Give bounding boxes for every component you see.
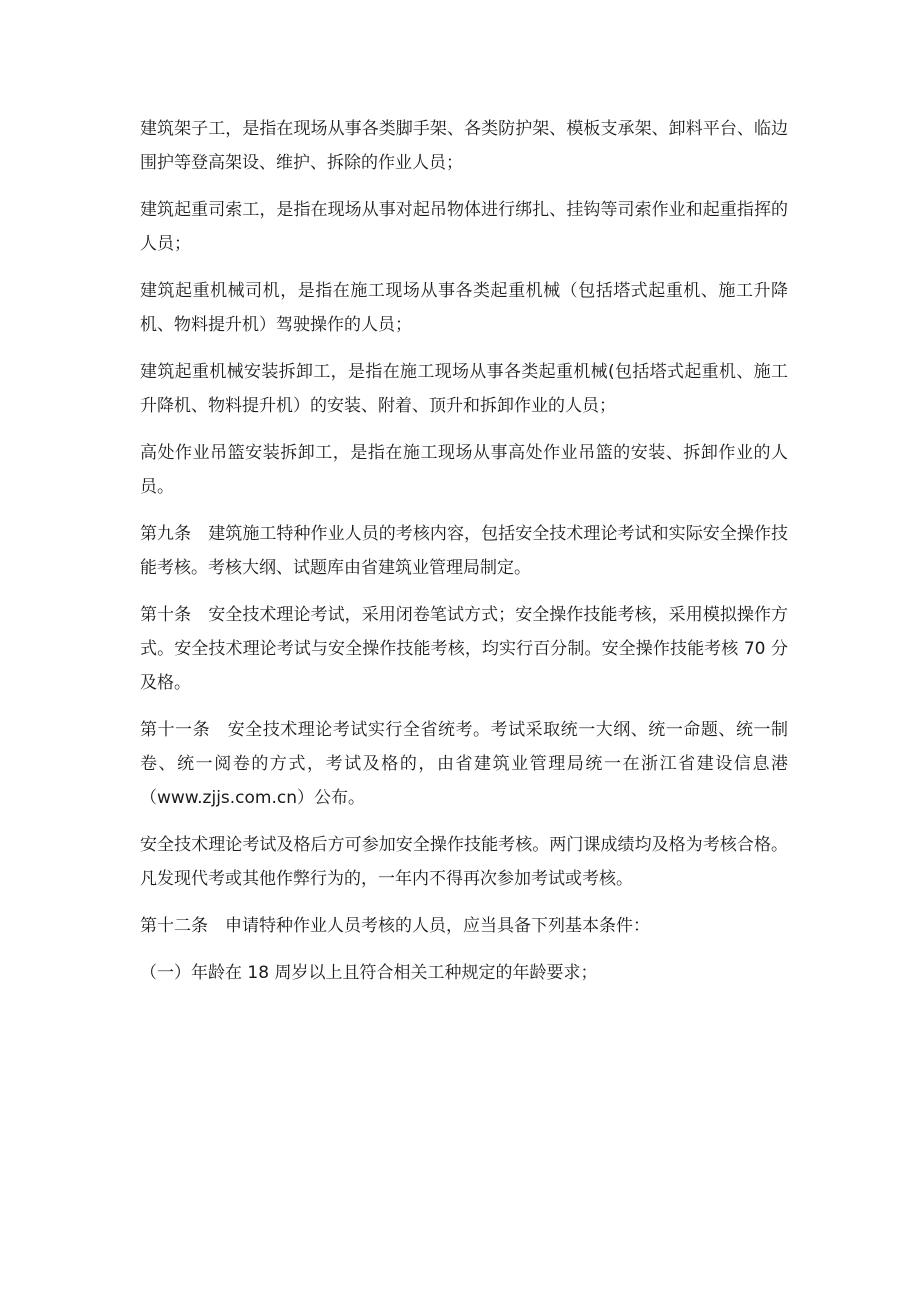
paragraph-crane-operator-definition: 建筑起重机械司机，是指在施工现场从事各类起重机械（包括塔式起重机、施工升降机、物料提升机）驾驶操作的人员；: [140, 281, 788, 335]
paragraph-condition-1: （一）年龄在 18 周岁以上且符合相关工种规定的年龄要求；: [140, 963, 598, 983]
paragraph-scaffolder-definition: 建筑架子工，是指在现场从事各类脚手架、各类防护架、模板支承架、卸料平台、临边围护等登高架设、维护、拆除的作业人员；: [140, 119, 788, 173]
paragraph-article-12: 第十二条 申请特种作业人员考核的人员，应当具备下列基本条件：: [140, 916, 650, 936]
paragraph-rigger-definition: 建筑起重司索工，是指在现场从事对起吊物体进行绑扎、挂钩等司索作业和起重指挥的人员；: [140, 200, 788, 254]
paragraph-gondola-installer-definition: 高处作业吊篮安装拆卸工，是指在施工现场从事高处作业吊篮的安装、拆卸作业的人员。: [140, 443, 788, 497]
paragraph-crane-installer-definition: 建筑起重机械安装拆卸工，是指在施工现场从事各类起重机械(包括塔式起重机、施工升降机、物料提升机）的安装、附着、顶升和拆卸作业的人员；: [140, 362, 788, 416]
paragraph-article-11-continued: 安全技术理论考试及格后方可参加安全操作技能考核。两门课成绩均及格为考核合格。凡发现代考或其他作弊行为的，一年内不得再次参加考试或考核。: [140, 835, 788, 889]
paragraph-article-10: 第十条 安全技术理论考试，采用闭卷笔试方式；安全操作技能考核，采用模拟操作方式。安全技术理论考试与安全操作技能考核，均实行百分制。安全操作技能考核 70 分及格。: [140, 605, 788, 693]
paragraph-article-9: 第九条 建筑施工特种作业人员的考核内容，包括安全技术理论考试和实际安全操作技能考核。考核大纲、试题库由省建筑业管理局制定。: [140, 524, 788, 578]
document-body: [140, 112, 788, 990]
paragraph-article-11: 第十一条 安全技术理论考试实行全省统考。考试采取统一大纲、统一命题、统一制卷、统一阅卷的方式，考试及格的，由省建筑业管理局统一在浙江省建设信息港（www.zjjs.com.cn）公布。: [140, 720, 788, 808]
